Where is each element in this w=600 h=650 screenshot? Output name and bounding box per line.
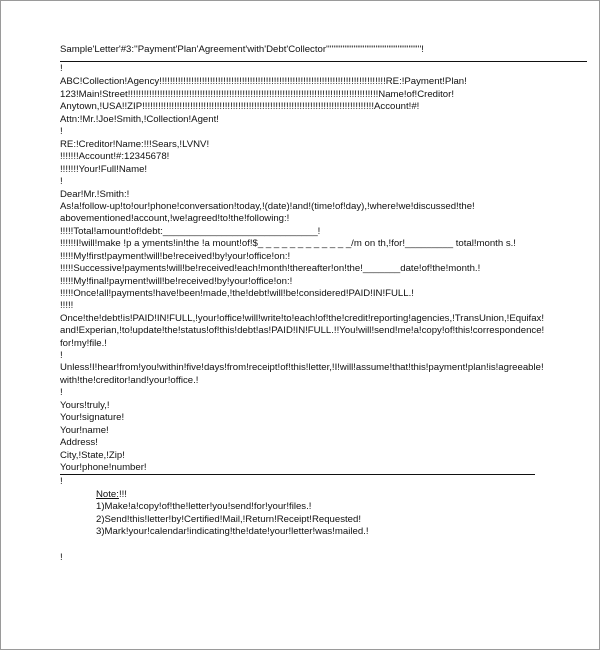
total-debt-line: !!!!!Total!amount!of!debt:_____________________________!: [60, 226, 321, 237]
salutation: Dear!Mr.!Smith:!: [60, 189, 130, 200]
address-line: Address!: [60, 437, 98, 448]
note-heading: [96, 489, 127, 501]
closing: Yours!truly,!: [60, 400, 110, 411]
note-item: 2)Send!this!letter!by!Certified!Mail,!Return!Receipt!Requested!: [96, 514, 362, 525]
agency-line: ABC!Collection!Agency!!!!!!!!!!!!!!!!!!!!!!!!!!!!!!!!!!!!!!!!!!!!!!!!!!!!!!!!!!!!!!!!!!!!!!!!!!!!!!!!!!!!!RE:!Payment!Plan!: [60, 76, 467, 87]
credit-reporting-line: Once!the!debt!is!PAID!IN!FULL,!your!office!will!write!to!each!of!the!credit!reporting!agencies,!TransUnion,!Equifax!: [60, 313, 545, 324]
credit-reporting-line: for!my!file.!: [60, 338, 107, 349]
title-rule: [60, 61, 587, 62]
note-label: Note:: [96, 489, 119, 500]
blank-line: !: [60, 350, 63, 361]
paid-in-full-line: !!!!!Once!all!payments!have!been!made,!the!debt!will!be!considered!PAID!IN!FULL.!: [60, 288, 414, 299]
body-paragraph-line: abovementioned!account,!we!agreed!to!the!following:!: [60, 213, 290, 224]
street-line: 123!Main!Street!!!!!!!!!!!!!!!!!!!!!!!!!!!!!!!!!!!!!!!!!!!!!!!!!!!!!!!!!!!!!!!!!!!!!!!!!!!!!!!!!!!!!!!!!!!!!!Name!of!Creditor!: [60, 89, 454, 100]
full-name-line: !!!!!!!Your!Full!Name!: [60, 164, 148, 175]
signature-line: Your!signature!: [60, 412, 125, 423]
city-line: Anytown,!USA!!ZIP!!!!!!!!!!!!!!!!!!!!!!!!!!!!!!!!!!!!!!!!!!!!!!!!!!!!!!!!!!!!!!!!!!!!!!!!!!!!!!!!!!!!!!!Account!#!: [60, 101, 420, 112]
successive-payments-line: !!!!!Successive!payments!will!be!received!each!month!thereafter!on!the!_______date!of!the!month.!: [60, 263, 481, 274]
final-payment-line: !!!!!My!final!payment!will!be!received!by!your!office!on:!: [60, 276, 293, 287]
phone-line: Your!phone!number!: [60, 462, 147, 473]
account-line: !!!!!!!Account!#:12345678!: [60, 151, 170, 162]
attn-line: Attn:!Mr.!Joe!Smith,!Collection!Agent!: [60, 114, 219, 125]
note-tail: !!!: [118, 489, 127, 500]
signature-block-rule: [60, 474, 535, 475]
blank-line: !: [60, 63, 63, 74]
name-line: Your!name!: [60, 425, 109, 436]
blank-line: !: [60, 552, 63, 563]
body-paragraph-line: As!a!follow-up!to!our!phone!conversation!today,!(date)!and!(time!of!day),!where!we!discussed!the!: [60, 201, 475, 212]
blank-line: !!!!!: [60, 300, 74, 311]
blank-line: !: [60, 476, 63, 487]
first-payment-line: !!!!!My!first!payment!will!be!received!by!your!office!on:!: [60, 251, 291, 262]
agreement-line: Unless!I!hear!from!you!within!five!days!from!receipt!of!this!letter,!I!will!assume!that!this!payment!plan!is!agreeable!: [60, 362, 544, 373]
credit-reporting-line: and!Experian,!to!update!the!status!of!this!debt!as!PAID!IN!FULL.!!You!will!send!me!a!copy!of!this!correspondence!: [60, 325, 545, 336]
payment-amount-line: !!!!!!I!will!make !p a yments!in!the !a mount!of!$_ _ _ _ _ _ _ _ _ _ _ _/m on th,!for!_________ total!month s.!: [60, 238, 516, 249]
city-state-zip-line: City,!State,!Zip!: [60, 450, 125, 461]
re-creditor-line: RE:!Creditor!Name:!!!Sears,!LVNV!: [60, 139, 210, 150]
blank-line: !: [60, 126, 63, 137]
agreement-line: with!the!creditor!and!your!office.!: [60, 375, 199, 386]
blank-line: !: [60, 176, 63, 187]
letter-title: Sample'Letter'#3:''Payment'Plan'Agreement'with'Debt'Collector''''''''''''''''''''''''''''''''''''''''''''''''''''!: [60, 44, 424, 55]
blank-line: !: [60, 387, 63, 398]
note-item: 3)Mark!your!calendar!indicating!the!date!your!letter!was!mailed.!: [96, 526, 369, 537]
note-item: 1)Make!a!copy!of!the!letter!you!send!for!your!files.!: [96, 501, 312, 512]
